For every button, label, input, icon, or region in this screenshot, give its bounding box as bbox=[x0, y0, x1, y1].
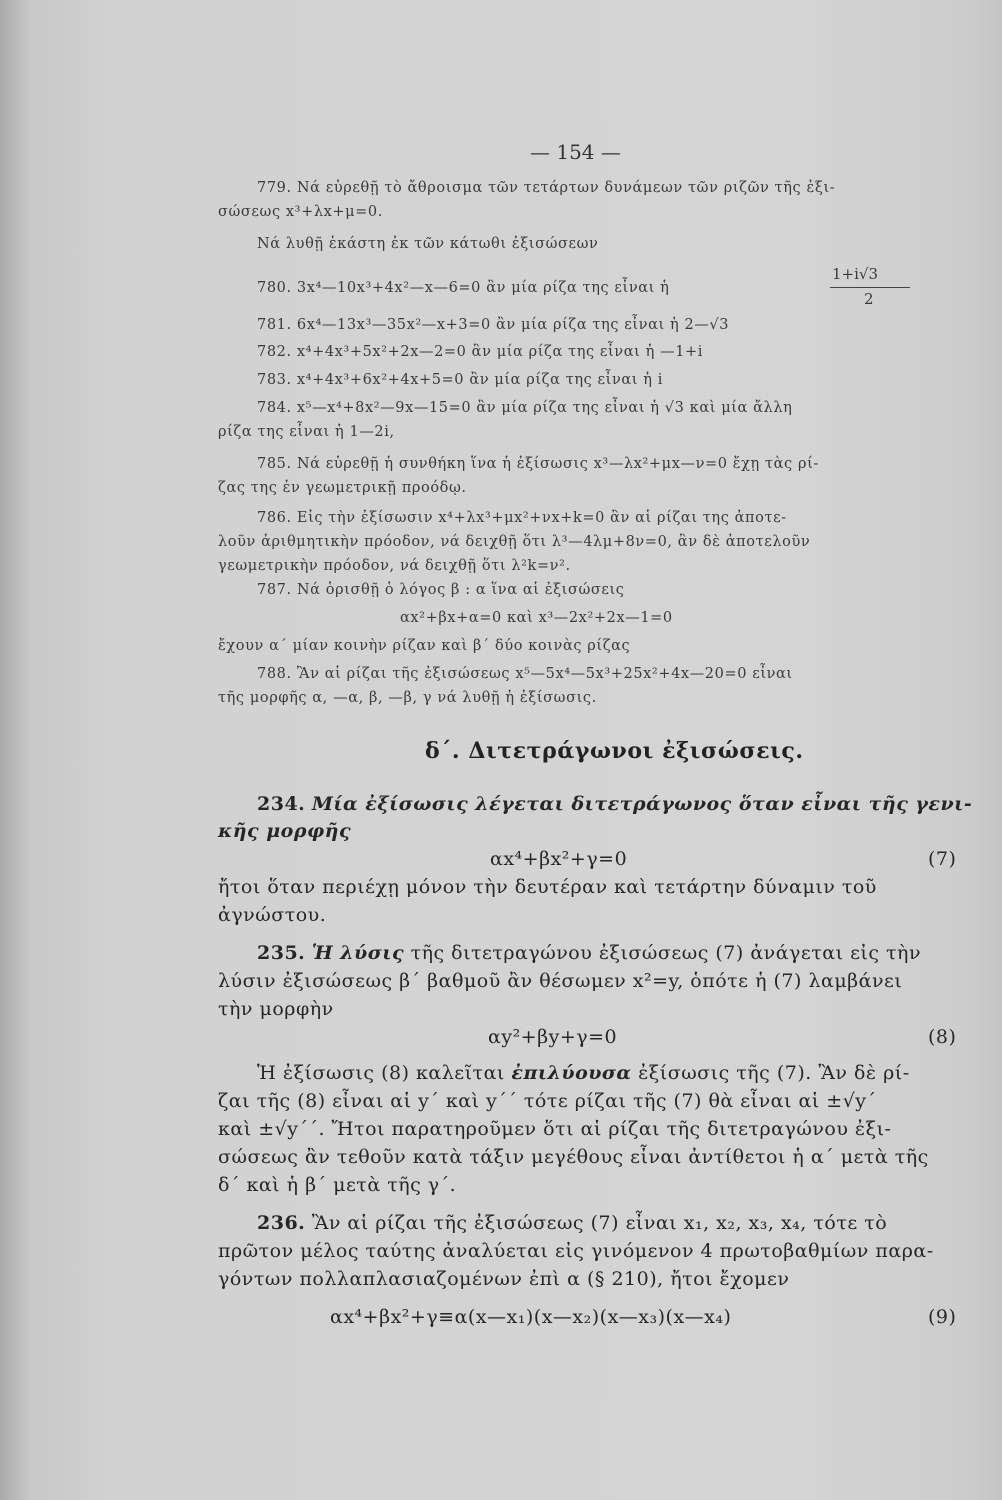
paragraph-236-line2: πρῶτον μέλος ταύτης ἀναλύεται εἰς γινόμενον 4 πρωτοβαθμίων παρα- bbox=[218, 1240, 934, 1262]
exercise-784-line1: 784. x⁵—x⁴+8x²—9x—15=0 ἂν μία ρίζα της εἶναι ἡ √3 καὶ μία ἄλλη bbox=[257, 400, 793, 416]
paragraph-235-line4-c: ἐξίσωσις τῆς (7). Ἂν δὲ ρί- bbox=[638, 1062, 910, 1084]
paragraph-234-line1 bbox=[257, 793, 972, 815]
paragraph-234-line4: ἀγνώστου. bbox=[218, 904, 327, 926]
paragraph-234-definition: Μία ἐξίσωσις λέγεται διτετράγωνος ὅταν εἶναι τῆς γενι- bbox=[311, 793, 973, 815]
exercise-781: 781. 6x⁴—13x³—35x²—x+3=0 ἂν μία ρίζα της εἶναι ἡ 2—√3 bbox=[257, 317, 730, 333]
exercise-779-line1: 779. Νά εὑρεθῇ τὸ ἄθροισμα τῶν τετάρτων δυνάμεων τῶν ριζῶν τῆς ἐξι- bbox=[257, 180, 836, 196]
fraction-bar bbox=[830, 287, 910, 288]
paragraph-235-line2: λύσιν ἐξισώσεως β΄ βαθμοῦ ἂν θέσωμεν x²=y, ὁπότε ἡ (7) λαμβάνει bbox=[218, 970, 903, 992]
equation-9-number: (9) bbox=[928, 1306, 957, 1328]
equation-7: αx⁴+βx²+γ=0 bbox=[490, 848, 628, 870]
exercise-787-line3: ἔχουν α΄ μίαν κοινὴν ρίζαν καὶ β΄ δύο κοινὰς ρίζας bbox=[218, 638, 631, 654]
paragraph-234-line2: κῆς μορφῆς bbox=[218, 820, 352, 842]
exercise-785-line2: ζας της ἐν γεωμετρικῇ προόδῳ. bbox=[218, 480, 467, 496]
paragraph-235-line4-a: Ἡ ἐξίσωσις (8) καλεῖται bbox=[257, 1062, 505, 1084]
paragraph-235-line5: ζαι τῆς (8) εἶναι αἱ y΄ καὶ y΄΄ τότε ρίζαι τῆς (7) θὰ εἶναι αἱ ±√y΄ bbox=[218, 1090, 877, 1112]
paragraph-236-number: 236. bbox=[257, 1212, 306, 1234]
paragraph-235-term: ἐπιλύουσα bbox=[511, 1062, 632, 1084]
exercise-787-equations: αx²+βx+α=0 καὶ x³—2x²+2x—1=0 bbox=[400, 610, 673, 626]
paragraph-235-line7: σώσεως ἂν τεθοῦν κατὰ τάξιν μεγέθους εἶναι ἀντίθετοι ἡ α΄ μετὰ τῆς bbox=[218, 1146, 929, 1168]
paragraph-235-line3: τὴν μορφὴν bbox=[218, 998, 334, 1020]
exercise-786-line2: λοῦν ἀριθμητικὴν πρόοδον, νά δειχθῇ ὅτι λ³—4λμ+8ν=0, ἂν δὲ ἀποτελοῦν bbox=[218, 534, 811, 550]
equation-8: αy²+βy+γ=0 bbox=[488, 1026, 618, 1048]
exercise-intro: Νά λυθῇ ἑκάστη ἐκ τῶν κάτωθι ἐξισώσεων bbox=[257, 236, 599, 252]
paragraph-235-text: τῆς διτετραγώνου ἐξισώσεως (7) ἀνάγεται εἰς τὴν bbox=[410, 942, 921, 964]
equation-7-number: (7) bbox=[928, 848, 957, 870]
paragraph-236-line1 bbox=[257, 1212, 887, 1234]
paragraph-235-line1 bbox=[257, 942, 921, 964]
exercise-788-line1: 788. Ἂν αἱ ρίζαι τῆς ἐξισώσεως x⁵—5x⁴—5x³+25x²+4x—20=0 εἶναι bbox=[257, 666, 793, 682]
exercise-783: 783. x⁴+4x³+6x²+4x+5=0 ἂν μία ρίζα της εἶναι ἡ i bbox=[257, 372, 663, 388]
equation-9: αx⁴+βx²+γ≡α(x—x₁)(x—x₂)(x—x₃)(x—x₄) bbox=[330, 1306, 732, 1328]
exercise-785-line1: 785. Νά εὑρεθῇ ἡ συνθήκη ἵνα ἡ ἐξίσωσις x³—λx²+μx—ν=0 ἔχῃ τὰς ρί- bbox=[257, 456, 819, 472]
section-heading: δ΄. Διτετράγωνοι ἐξισώσεις. bbox=[425, 738, 804, 764]
paragraph-235-line4 bbox=[257, 1062, 910, 1084]
exercise-788-line2: τῆς μορφῆς α, —α, β, —β, γ νά λυθῇ ἡ ἐξίσωσις. bbox=[218, 690, 597, 706]
paragraph-235-lead: Ἡ λύσις bbox=[311, 942, 405, 964]
exercise-780-fraction-denominator: 2 bbox=[864, 290, 874, 308]
exercise-787-line1: 787. Νά ὁρισθῇ ὁ λόγος β : α ἵνα αἱ ἐξισώσεις bbox=[257, 582, 625, 598]
paragraph-235-line6: καὶ ±√y΄΄. Ἤτοι παρατηροῦμεν ὅτι αἱ ρίζαι τῆς διτετραγώνου ἐξι- bbox=[218, 1118, 892, 1140]
paragraph-234-line3: ἤτοι ὅταν περιέχῃ μόνον τὴν δευτέραν καὶ τετάρτην δύναμιν τοῦ bbox=[218, 876, 877, 898]
exercise-784-line2: ρίζα της εἶναι ἡ 1—2i, bbox=[218, 424, 395, 440]
paragraph-235-number: 235. bbox=[257, 942, 306, 964]
exercise-779-line2: σώσεως x³+λx+μ=0. bbox=[218, 204, 383, 220]
paragraph-234-number: 234. bbox=[257, 793, 306, 815]
paragraph-236-text: Ἂν αἱ ρίζαι τῆς ἐξισώσεως (7) εἶναι x₁, x₂, x₃, x₄, τότε τὸ bbox=[311, 1212, 888, 1234]
exercise-786-line3: γεωμετρικὴν πρόοδον, νά δειχθῇ ὅτι λ²k=ν². bbox=[218, 558, 571, 574]
paragraph-235-line8: δ΄ καὶ ἡ β΄ μετὰ τῆς γ΄. bbox=[218, 1174, 457, 1196]
exercise-780-fraction-numerator: 1+i√3 bbox=[832, 265, 879, 283]
exercise-780: 780. 3x⁴—10x³+4x²—x—6=0 ἂν μία ρίζα της εἶναι ἡ bbox=[257, 280, 670, 296]
equation-8-number: (8) bbox=[928, 1026, 957, 1048]
exercise-782: 782. x⁴+4x³+5x²+2x—2=0 ἂν μία ρίζα της εἶναι ἡ —1+i bbox=[257, 344, 704, 360]
paragraph-236-line3: γόντων πολλαπλασιαζομένων ἐπὶ α (§ 210), ἤτοι ἔχομεν bbox=[218, 1268, 790, 1290]
page-number: — 154 — bbox=[530, 140, 621, 164]
exercise-786-line1: 786. Εἰς τὴν ἐξίσωσιν x⁴+λx³+μx²+νx+k=0 ἂν αἱ ρίζαι της ἀποτε- bbox=[257, 510, 787, 526]
